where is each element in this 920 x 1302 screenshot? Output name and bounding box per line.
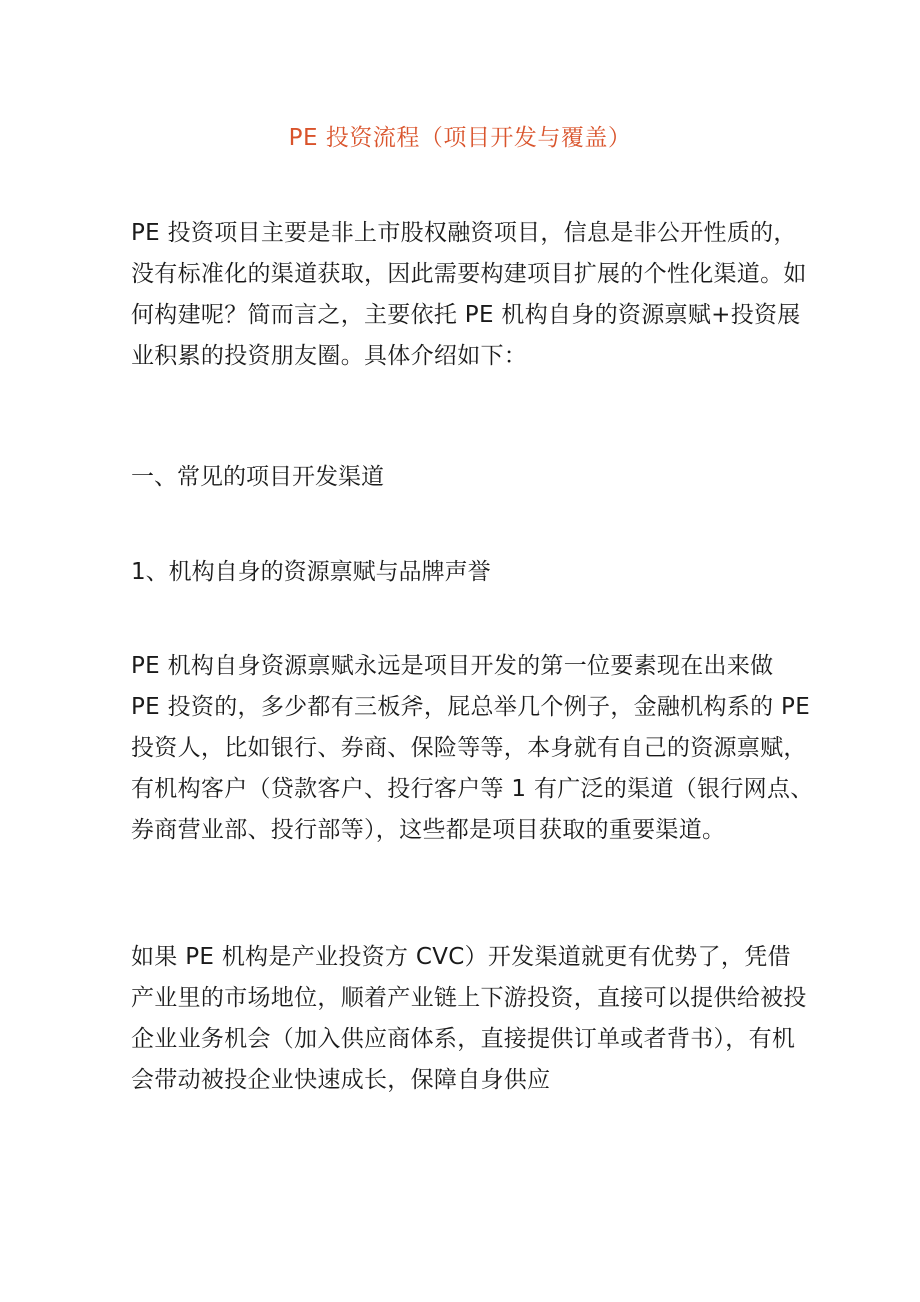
paragraph-line: 会带动被投企业快速成长，保障自身供应 <box>131 1067 551 1093</box>
intro-line: 何构建呢？简而言之，主要依托 PE 机构自身的资源禀赋+投资展 <box>131 302 801 328</box>
paragraph-line: PE 投资的，多少都有三板斧，屁总举几个例子，金融机构系的 PE <box>131 694 811 720</box>
paragraph-line: 产业里的市场地位，顺着产业链上下游投资，直接可以提供给被投 <box>131 985 807 1011</box>
intro-line: PE 投资项目主要是非上市股权融资项目，信息是非公开性质的， <box>131 220 797 246</box>
paragraph-line: 有机构客户（贷款客户、投行客户等 1 有广泛的渠道（银行网点、 <box>131 776 814 802</box>
paragraph-line: 券商营业部、投行部等），这些都是项目获取的重要渠道。 <box>131 817 726 843</box>
paragraph-cvc <box>131 937 811 1101</box>
paragraph-line: PE 机构自身资源禀赋永远是项目开发的第一位要素现在出来做 <box>131 653 774 679</box>
paragraph-line: 如果 PE 机构是产业投资方 CVC）开发渠道就更有优势了，凭借 <box>131 944 791 970</box>
section-heading: 一、常见的项目开发渠道 <box>131 464 384 490</box>
paragraph-line: 企业业务机会（加入供应商体系，直接提供订单或者背书），有机 <box>131 1026 796 1052</box>
page-title: PE 投资流程（项目开发与覆盖） <box>288 125 632 151</box>
intro-line: 没有标准化的渠道获取，因此需要构建项目扩展的个性化渠道。如 <box>131 261 807 287</box>
intro-paragraph <box>131 213 811 377</box>
paragraph-resources <box>131 646 814 851</box>
intro-line: 业积累的投资朋友圈。具体介绍如下： <box>131 343 528 369</box>
paragraph-line: 投资人，比如银行、券商、保险等等，本身就有自己的资源禀赋， <box>131 735 807 761</box>
subsection-heading: 1、机构自身的资源禀赋与品牌声誉 <box>131 559 491 585</box>
